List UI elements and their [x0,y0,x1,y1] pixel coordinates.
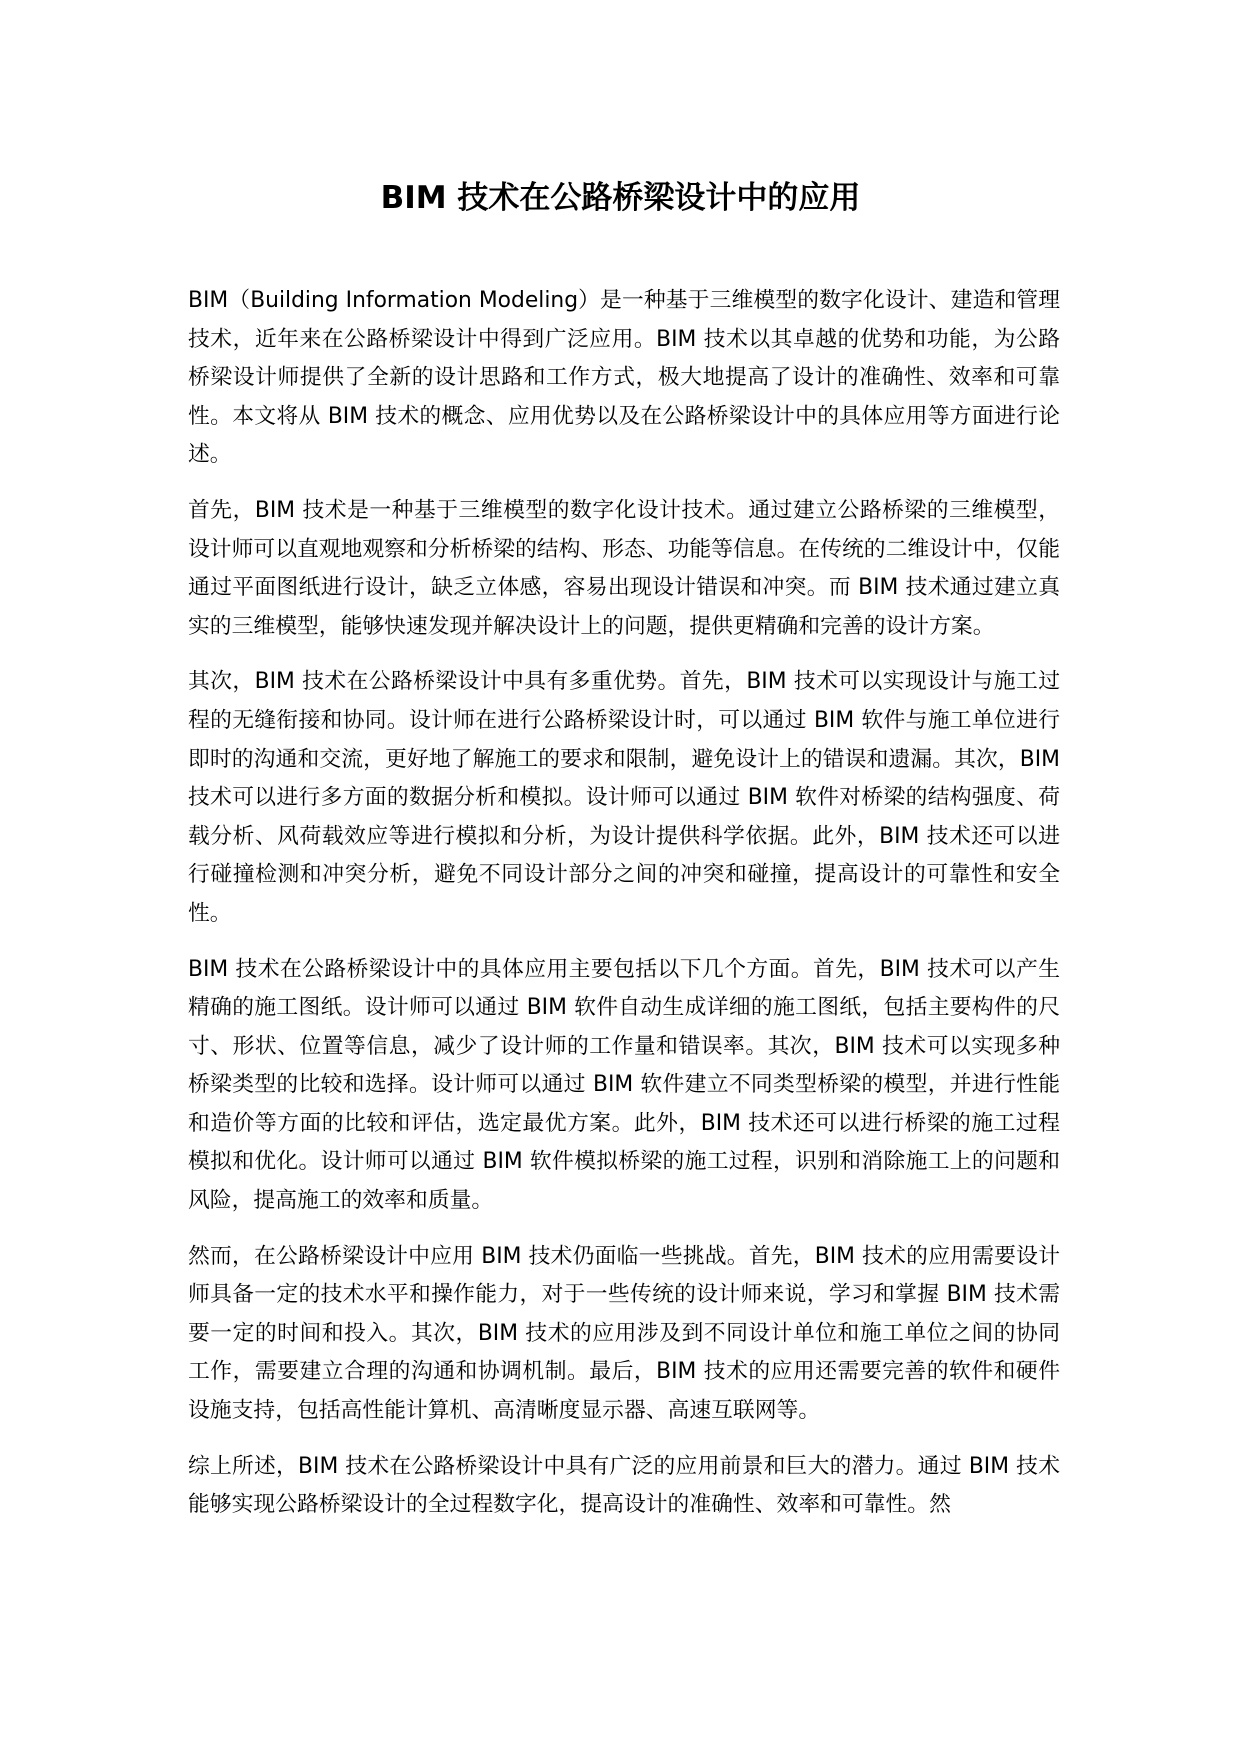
paragraph-first: 首先，BIM 技术是一种基于三维模型的数字化设计技术。通过建立公路桥梁的三维模型，设计师可以直观地观察和分析桥梁的结构、形态、功能等信息。在传统的二维设计中，仅能通过平面图纸进行设计，缺乏立体感，容易出现设计错误和冲突。而 BIM 技术通过建立真实的三维模型，能够快速发现并解决设计上的问题，提供更精确和完善的设计方案。 [188,497,1060,639]
paragraph-applications: BIM 技术在公路桥梁设计中的具体应用主要包括以下几个方面。首先，BIM 技术可以产生精确的施工图纸。设计师可以通过 BIM 软件自动生成详细的施工图纸，包括主要构件的尺寸、形状、位置等信息，减少了设计师的工作量和错误率。其次，BIM 技术可以实现多种桥梁类型的比较和选择。设计师可以通过 BIM 软件建立不同类型桥梁的模型，并进行性能和造价等方面的比较和评估，选定最优方案。此外，BIM 技术还可以进行桥梁的施工过程模拟和优化。设计师可以通过 BIM 软件模拟桥梁的施工过程，识别和消除施工上的问题和风险，提高施工的效率和质量。 [188,956,1060,1214]
paragraph-conclusion: 综上所述，BIM 技术在公路桥梁设计中具有广泛的应用前景和巨大的潜力。通过 BIM 技术能够实现公路桥梁设计的全过程数字化，提高设计的准确性、效率和可靠性。然 [188,1453,1060,1518]
document-body [188,282,1060,1542]
paragraph-intro: BIM（Building Information Modeling）是一种基于三维模型的数字化设计、建造和管理技术，近年来在公路桥梁设计中得到广泛应用。BIM 技术以其卓越的优势和功能，为公路桥梁设计师提供了全新的设计思路和工作方式，极大地提高了设计的准确性、效率和可靠性。本文将从 BIM 技术的概念、应用优势以及在公路桥梁设计中的具体应用等方面进行论述。 [188,288,1060,468]
document-title: BIM 技术在公路桥梁设计中的应用 [380,180,861,216]
paragraph-challenges: 然而，在公路桥梁设计中应用 BIM 技术仍面临一些挑战。首先，BIM 技术的应用需要设计师具备一定的技术水平和操作能力，对于一些传统的设计师来说，学习和掌握 BIM 技术需要一定的时间和投入。其次，BIM 技术的应用涉及到不同设计单位和施工单位之间的协同工作，需要建立合理的沟通和协调机制。最后，BIM 技术的应用还需要完善的软件和硬件设施支持，包括高性能计算机、高清晰度显示器、高速互联网等。 [188,1243,1060,1424]
paragraph-second: 其次，BIM 技术在公路桥梁设计中具有多重优势。首先，BIM 技术可以实现设计与施工过程的无缝衔接和协同。设计师在进行公路桥梁设计时，可以通过 BIM 软件与施工单位进行即时的沟通和交流，更好地了解施工的要求和限制，避免设计上的错误和遗漏。其次，BIM 技术可以进行多方面的数据分析和模拟。设计师可以通过 BIM 软件对桥梁的结构强度、荷载分析、风荷载效应等进行模拟和分析，为设计提供科学依据。此外，BIM 技术还可以进行碰撞检测和冲突分析，避免不同设计部分之间的冲突和碰撞，提高设计的可靠性和安全性。 [188,669,1060,926]
